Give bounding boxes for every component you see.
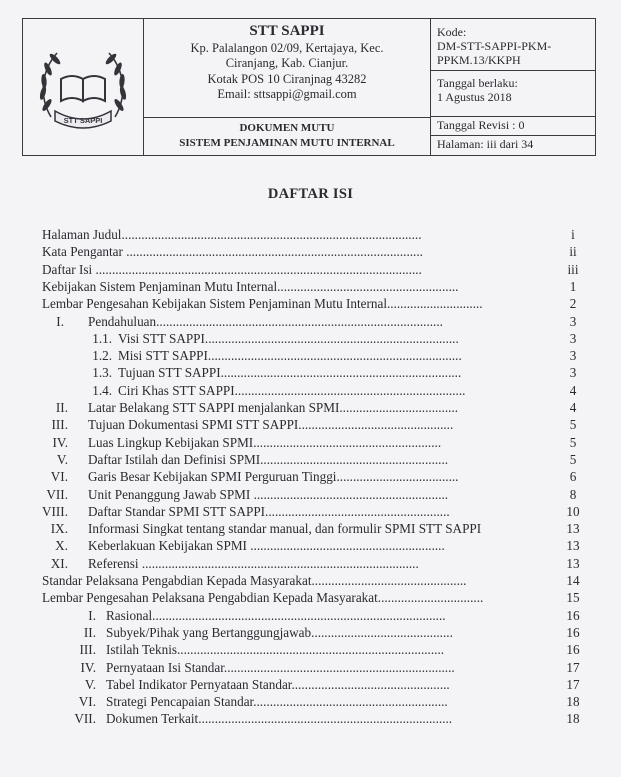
- toc-entry[interactable]: [0, 243, 621, 260]
- toc-entry-title: Visi STT SAPPI.............................................................................: [118, 330, 459, 346]
- toc-entry-page: 16: [566, 642, 580, 658]
- toc-entry-number: I.: [56, 313, 64, 329]
- header-meta: [431, 19, 595, 155]
- toc-entry-title: Luas Lingkup Kebijakan SPMI.........................................................: [88, 434, 442, 450]
- toc-entry[interactable]: [0, 330, 621, 347]
- toc-entry-title: Halaman Judul...........................................................................................: [42, 227, 422, 242]
- doc-type-label: DOKUMEN MUTU: [239, 122, 335, 134]
- toc-entry-page: 3: [569, 365, 577, 381]
- toc-entry[interactable]: [0, 347, 621, 364]
- toc-entry-number: IV.: [52, 434, 68, 450]
- toc-entry-page: 4: [569, 382, 577, 398]
- toc-entry-title: Daftar Istilah dan Definisi SPMI.........................................................: [88, 451, 449, 467]
- toc-entry-number: XI.: [50, 555, 68, 571]
- toc-entry-page: 2: [569, 296, 577, 312]
- toc-entry[interactable]: [0, 486, 621, 503]
- toc-entry[interactable]: [0, 693, 621, 710]
- header-center: [144, 19, 431, 155]
- toc-entry[interactable]: [0, 572, 621, 589]
- document-header: [22, 18, 596, 156]
- toc-entry-page: 5: [569, 434, 577, 450]
- toc-entry-title: Lembar Pengesahan Pelaksana Pengabdian Kepada Masyarakat................................: [42, 590, 484, 606]
- toc-entry-number: X.: [55, 538, 68, 554]
- toc-entry-title: Informasi Singkat tentang standar manual, dan formulir SPMI STT SAPPI: [88, 521, 482, 537]
- toc-entry-page: 14: [566, 573, 580, 588]
- toc-entry-title: Misi STT SAPPI.............................................................................: [118, 348, 462, 364]
- toc-entry-page: 18: [566, 694, 580, 710]
- toc-entry-number: 1.2.: [92, 348, 112, 364]
- toc-entry-number: IX.: [50, 521, 68, 537]
- toc-entry-page: 5: [569, 417, 577, 433]
- toc-entry-number: VI.: [50, 469, 68, 485]
- toc-entry[interactable]: [0, 364, 621, 381]
- doc-system-label: SISTEM PENJAMINAN MUTU INTERNAL: [179, 137, 395, 149]
- toc-entry-page: 8: [569, 486, 577, 502]
- toc-entry-title: Pernyataan Isi Standar......................................................................: [106, 659, 455, 675]
- kode-cell: [431, 19, 595, 71]
- toc-entry-number: VII.: [46, 486, 68, 502]
- toc-entry-page: 17: [566, 676, 580, 692]
- toc-entry-page: 3: [569, 330, 577, 346]
- toc-entry-page: 4: [569, 400, 577, 415]
- toc-entry[interactable]: [0, 710, 621, 727]
- toc-entry-number: V.: [56, 451, 68, 467]
- logo-cell: [23, 19, 144, 155]
- toc-entry-page: 10: [566, 503, 580, 519]
- toc-entry-title: Unit Penanggung Jawab SPMI ...........................................................: [88, 486, 449, 502]
- berlaku-value: 1 Agustus 2018: [437, 90, 512, 104]
- toc-entry-title: Istilah Teknis.................................................................................: [106, 642, 445, 658]
- toc-entry[interactable]: [0, 382, 621, 399]
- toc-entry[interactable]: [0, 676, 621, 693]
- toc-entry-page: 6: [569, 469, 577, 485]
- toc-entry-number: VII.: [74, 711, 96, 727]
- toc-entry-number: V.: [84, 676, 96, 692]
- toc-entry[interactable]: [0, 503, 621, 520]
- toc-entry[interactable]: [0, 555, 621, 572]
- address-line: Kp. Palalangon 02/09, Kertajaya, Kec.: [190, 41, 384, 56]
- toc-entry[interactable]: [0, 295, 621, 312]
- toc-entry-title: Ciri Khas STT SAPPI......................................................................: [118, 382, 466, 398]
- toc-entry-number: II.: [83, 624, 96, 640]
- toc-entry-title: Latar Belakang STT SAPPI menjalankan SPMI....................................: [88, 400, 459, 415]
- toc-entry[interactable]: [0, 624, 621, 641]
- toc-entry[interactable]: [0, 261, 621, 278]
- halaman-cell: Halaman: iii dari 34: [437, 137, 534, 151]
- toc-entry-page: 3: [569, 348, 577, 364]
- toc-entry-page: i: [571, 227, 575, 242]
- toc-entry-title: Dokumen Terkait.............................................................................: [106, 711, 453, 727]
- toc-entry[interactable]: [0, 537, 621, 554]
- toc-entry-title: Daftar Standar SPMI STT SAPPI........................................................: [88, 503, 450, 519]
- kode-value: PPKM.13/KKPH: [437, 53, 521, 67]
- toc-entry[interactable]: [0, 468, 621, 485]
- toc-entry[interactable]: [0, 641, 621, 658]
- toc-entry-number: III.: [79, 642, 96, 658]
- toc-entry-title: Lembar Pengesahan Kebijakan Sistem Penjaminan Mutu Internal.............................: [42, 296, 483, 312]
- toc-entry[interactable]: [0, 589, 621, 606]
- toc-entry-page: 13: [566, 555, 580, 571]
- toc-entry-title: Garis Besar Kebijakan SPMI Perguruan Tinggi.....................................: [88, 469, 459, 485]
- address-line: Kotak POS 10 Ciranjnag 43282: [207, 71, 367, 86]
- toc-entry-title: Referensi ....................................................................................: [88, 555, 419, 571]
- stt-sappi-logo-icon: [31, 35, 135, 139]
- toc-entry-number: I.: [88, 607, 96, 623]
- toc-entry-number: 1.1.: [92, 330, 112, 346]
- toc-entry-title: Standar Pelaksana Pengabdian Kepada Masyarakat...............................................: [42, 573, 467, 588]
- toc-entry-title: Tujuan STT SAPPI.........................................................................: [118, 365, 462, 381]
- toc-entry[interactable]: [0, 416, 621, 433]
- address-line: Ciranjang, Kab. Cianjur.: [225, 56, 349, 71]
- svg-text:STT SAPPI: STT SAPPI: [63, 116, 103, 125]
- toc-entry-page: 13: [566, 538, 580, 554]
- toc-entry-page: 3: [569, 313, 577, 329]
- toc-entry-title: Tujuan Dokumentasi SPMI STT SAPPI...............................................: [88, 417, 454, 433]
- berlaku-cell: [431, 71, 595, 117]
- institution-info: [144, 19, 430, 117]
- toc-entry-number: VI.: [78, 694, 96, 710]
- berlaku-label: Tanggal berlaku:: [437, 76, 518, 90]
- toc-entry[interactable]: [0, 434, 621, 451]
- toc-entry-number: III.: [51, 417, 68, 433]
- toc-entry-page: 16: [566, 607, 580, 623]
- toc-entry-number: 1.3.: [92, 365, 112, 381]
- toc-entry-page: 16: [566, 624, 580, 640]
- toc-entry-title: Subyek/Pihak yang Bertanggungjawab...........................................: [106, 624, 453, 640]
- toc-entry[interactable]: [0, 659, 621, 676]
- toc-entry-number: VIII.: [42, 503, 68, 519]
- toc-entry-title: Keberlakuan Kebijakan SPMI ...........................................................: [88, 538, 445, 554]
- toc-entry-page: 17: [566, 659, 580, 675]
- toc-entry-number: 1.4.: [92, 382, 112, 398]
- toc-entry-number: IV.: [80, 659, 96, 675]
- kode-value: DM-STT-SAPPI-PKM-: [437, 39, 552, 53]
- toc-entry[interactable]: [0, 226, 621, 243]
- toc-entry-title: Pendahuluan.......................................................................................: [88, 313, 443, 329]
- toc-entry-page: 18: [566, 711, 580, 727]
- toc-entry-page: iii: [567, 261, 579, 277]
- toc-entry-title: Rasional.........................................................................................: [106, 607, 446, 623]
- toc-entry[interactable]: [0, 313, 621, 330]
- toc-entry[interactable]: [0, 278, 621, 295]
- institution-name: STT SAPPI: [249, 23, 325, 39]
- toc-entry-page: 15: [566, 590, 580, 606]
- toc-entry-title: Kata Pengantar ..........................................................................................: [42, 244, 423, 260]
- toc-entry-number: II.: [55, 400, 68, 415]
- toc-entry-title: Kebijakan Sistem Penjaminan Mutu Internal.......................................................: [42, 278, 459, 294]
- toc-entry[interactable]: [0, 520, 621, 537]
- document-type: [144, 117, 430, 155]
- page-title: DAFTAR ISI: [267, 186, 354, 202]
- email-text: Email: sttsappi@gmail.com: [217, 86, 357, 101]
- toc-entry[interactable]: [0, 607, 621, 624]
- toc-entry-page: 13: [566, 521, 580, 537]
- kode-label: Kode:: [437, 25, 467, 39]
- revisi-cell: Tanggal Revisi : 0: [431, 117, 595, 136]
- toc-entry-page: ii: [569, 244, 577, 260]
- toc-entry[interactable]: [0, 399, 621, 416]
- toc-entry-title: Daftar Isi ...................................................................................................: [42, 261, 422, 277]
- toc-entry-page: 5: [569, 451, 577, 467]
- toc-entry-page: 1: [569, 278, 577, 294]
- toc-entry-title: Strategi Pencapaian Standar...........................................................: [106, 694, 448, 710]
- toc-entry-title: Tabel Indikator Pernyataan Standar................................................: [106, 676, 450, 692]
- toc-entry[interactable]: [0, 451, 621, 468]
